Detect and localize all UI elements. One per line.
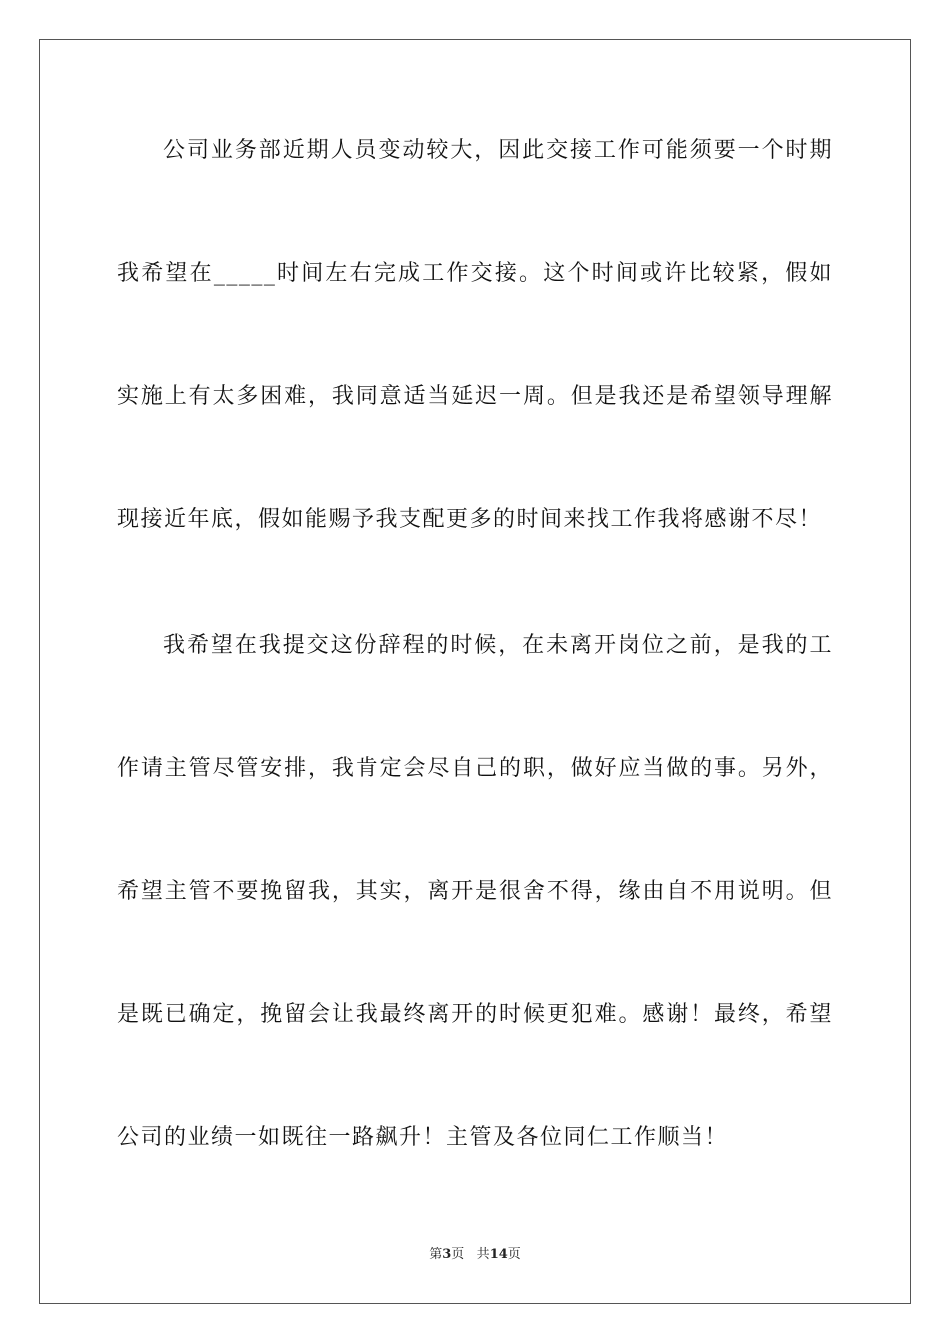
page-number: 3: [442, 1247, 452, 1262]
total-prefix: 共: [476, 1247, 490, 1262]
paragraph-1-line-1: 公司业务部近期人员变动较大，因此交接工作可能须要一个时期: [163, 138, 833, 163]
paragraph-2-line-4: 是既已确定，挽留会让我最终离开的时候更犯难。感谢！最终，希望: [117, 1002, 833, 1027]
total-pages: 14: [489, 1247, 508, 1262]
page-footer: [0, 1246, 950, 1264]
paragraph-1-line-3: 实施上有太多困难，我同意适当延迟一周。但是我还是希望领导理解: [117, 384, 833, 409]
paragraph-2-line-5: 公司的业绩一如既往一路飙升！主管及各位同仁工作顺当！: [117, 1125, 729, 1150]
paragraph-2-line-2: 作请主管尽管安排，我肯定会尽自己的职，做好应当做的事。另外，: [117, 756, 833, 781]
paragraph-2-line-3: 希望主管不要挽留我，其实，离开是很舍不得，缘由自不用说明。但: [117, 879, 833, 904]
page-border: [39, 39, 911, 1304]
page-suffix: 页: [451, 1247, 465, 1262]
paragraph-1-line-2: 我希望在_____时间左右完成工作交接。这个时间或许比较紧，假如: [117, 261, 833, 286]
page-prefix: 第: [429, 1247, 443, 1262]
total-suffix: 页: [507, 1247, 521, 1262]
paragraph-1-line-4: 现接近年底，假如能赐予我支配更多的时间来找工作我将感谢不尽！: [117, 507, 823, 532]
paragraph-2-line-1: 我希望在我提交这份辞程的时候，在未离开岗位之前，是我的工: [163, 633, 833, 658]
